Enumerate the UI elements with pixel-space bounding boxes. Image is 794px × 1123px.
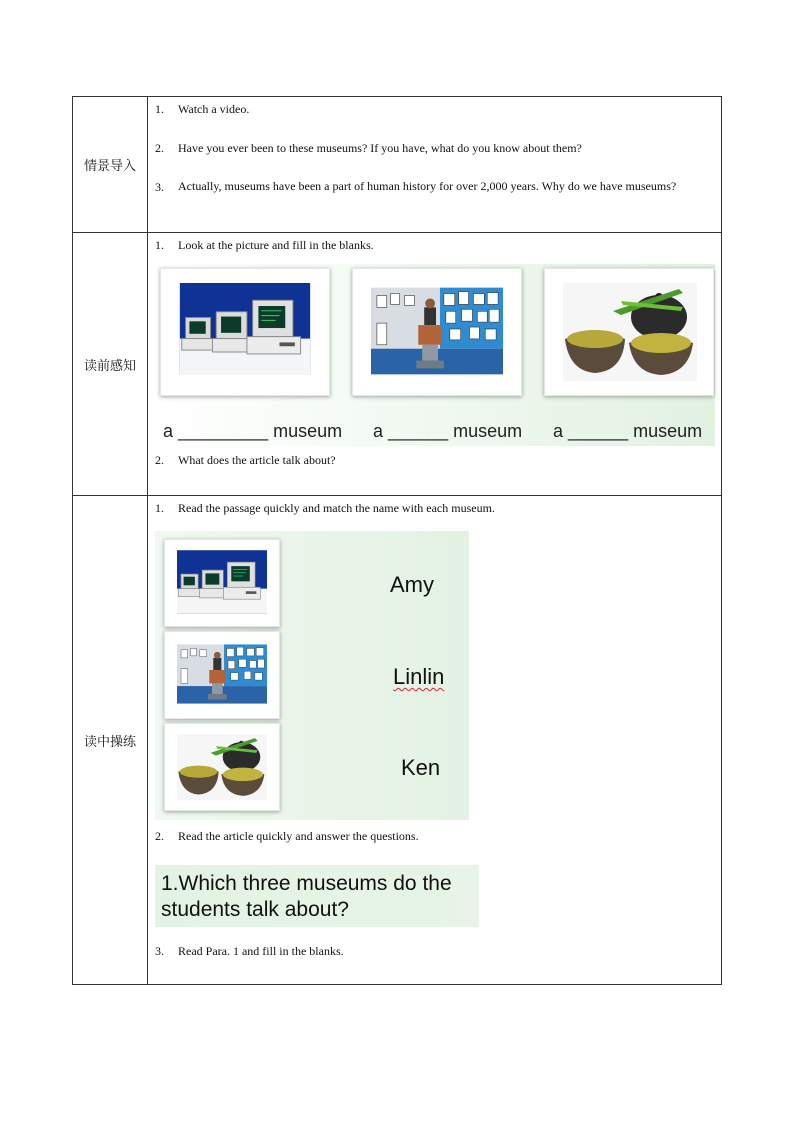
matching-slide (155, 531, 469, 820)
list-item: 1. Look at the picture and fill in the blanks. (155, 238, 374, 252)
picture-frame (160, 268, 330, 396)
row-label: 读前感知 (73, 233, 148, 496)
table-row (73, 496, 722, 985)
student-name: Ken (401, 754, 441, 780)
row-content (148, 233, 722, 496)
tea-cups-picture-icon (177, 734, 267, 800)
list-item: 2. Read the article quickly and answer the questions. (155, 828, 419, 843)
row-label: 读中操练 (73, 496, 148, 985)
list-item: 2. Have you ever been to these museums? If you have, what do you know about them? (155, 140, 582, 155)
list-item: 1. Watch a video. (155, 102, 250, 116)
tea-cups-picture-icon (563, 283, 697, 381)
computers-picture-icon (178, 283, 312, 375)
slide-label: a _________ museum (163, 420, 343, 441)
toilet-museum-picture-icon (177, 644, 267, 704)
student-name: Linlin (393, 663, 445, 689)
row-content (148, 496, 722, 985)
picture-frame (164, 631, 280, 719)
list-item: 1. Read the passage quickly and match the name with each museum. (155, 501, 495, 515)
slide-label: a ______ museum (553, 420, 703, 441)
picture-frame (164, 539, 280, 627)
table-row (73, 233, 722, 496)
table-row (73, 97, 722, 233)
row-label: 情景导入 (73, 97, 148, 233)
list-item: 3. Read Para. 1 and fill in the blanks. (155, 943, 344, 958)
list-item: 2. What does the article talk about? (155, 452, 336, 467)
picture-slide (155, 264, 715, 446)
list-item: 3. Actually, museums have been a part of human history for over 2,000 years. Why do we have museums? (155, 178, 677, 194)
computers-picture-icon (177, 550, 267, 614)
slide-label: a ______ museum (373, 420, 523, 441)
picture-frame (352, 268, 522, 396)
lesson-plan-table (72, 96, 722, 985)
lesson-plan-sheet (72, 96, 722, 985)
picture-frame (544, 268, 714, 396)
row-content (148, 97, 722, 233)
toilet-museum-picture-icon (371, 287, 503, 375)
picture-frame (164, 723, 280, 811)
student-name: Amy (390, 571, 434, 597)
question-slide: 1.Which three museums do the students talk about? (155, 865, 479, 927)
